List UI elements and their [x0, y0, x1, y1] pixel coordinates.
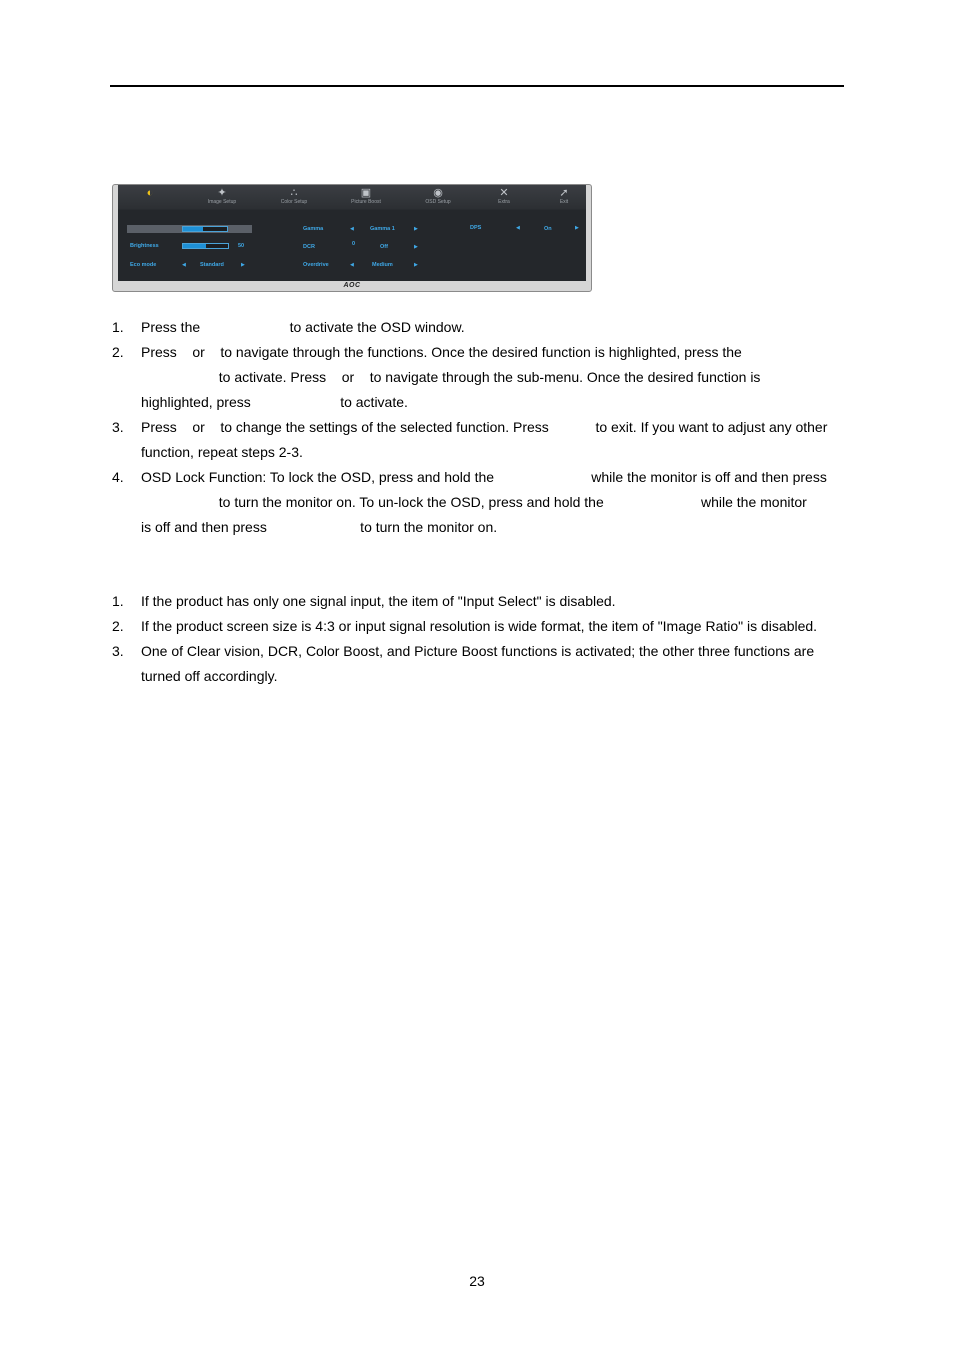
right-arrow-icon: ▶ — [414, 244, 418, 250]
right-arrow-icon: ▶ — [414, 226, 418, 232]
left-arrow-icon: ◀ — [350, 226, 354, 232]
color-setup-icon: ∴ — [290, 187, 298, 199]
brightness-bar-fill — [183, 244, 206, 248]
image-setup-icon: ✦ — [217, 187, 227, 199]
step-line: function, repeat steps 2-3. — [141, 444, 303, 460]
list-item — [112, 589, 847, 614]
step-line: to activate. Press or to navigate through the sub-menu. Once the desired function is — [141, 369, 761, 385]
osd-tab-label: Exit — [559, 199, 569, 205]
steps-list — [112, 315, 847, 540]
contrast-bar-fill — [183, 227, 203, 231]
list-number: 3. — [112, 643, 124, 659]
osd-row-gamma-label: Gamma — [303, 226, 324, 232]
osd-row-overdrive-label: Overdrive — [303, 262, 329, 268]
osd-tab-exit — [534, 185, 594, 211]
step-line: Press or to navigate through the functions. Once the desired function is highlighted, press the — [141, 344, 742, 360]
list-number: 3. — [112, 419, 124, 435]
contrast-bar — [182, 226, 228, 232]
osd-row-dcr-label: DCR — [303, 244, 315, 250]
osd-tab-color-setup — [264, 185, 324, 211]
step-line: to turn the monitor on. To un-lock the OSD, press and hold the while the monitor — [141, 494, 807, 510]
sun-icon: ◐ — [146, 187, 154, 199]
note-line: If the product screen size is 4:3 or input signal resolution is wide format, the item of "Image Ratio" is disabled. — [141, 618, 818, 634]
osd-tab-extra — [474, 185, 534, 211]
osd-tab-image-setup — [192, 185, 252, 211]
list-item — [112, 315, 847, 340]
osd-tab-bar — [118, 185, 586, 211]
page-number: 23 — [469, 1273, 485, 1289]
list-number: 1. — [112, 593, 124, 609]
overdrive-value: Medium — [372, 262, 393, 268]
note-line: turned off accordingly. — [141, 668, 278, 684]
right-arrow-icon: ▶ — [241, 262, 245, 268]
list-item — [112, 614, 847, 639]
step-line: Press or to change the settings of the selected function. Press to exit. If you want to adjust any other — [141, 419, 828, 435]
left-arrow-icon: ◀ — [516, 225, 520, 231]
left-arrow-icon: ◀ — [182, 262, 186, 268]
osd-tab-picture-boost — [336, 185, 396, 211]
step-line: OSD Lock Function: To lock the OSD, press and hold the while the monitor is off and then press — [141, 469, 827, 485]
exit-icon: ➚ — [559, 187, 569, 199]
osd-row-eco-mode-label: Eco mode — [130, 262, 157, 268]
note-line: If the product has only one signal input, the item of "Input Select" is disabled. — [141, 593, 616, 609]
right-arrow-icon: ▶ — [575, 225, 579, 231]
osd-tab-label: OSD Setup — [425, 199, 451, 205]
extra-icon: ✕ — [499, 187, 509, 199]
picture-boost-icon: ▣ — [360, 187, 372, 199]
aoc-logo: AOC — [343, 282, 361, 289]
osd-row-brightness-label: Brightness — [130, 243, 159, 249]
dcr-value: Off — [380, 244, 388, 250]
osd-tab-luminance — [120, 185, 180, 211]
osd-tab-label: Color Setup — [280, 199, 308, 205]
header-rule — [110, 85, 844, 87]
list-item — [112, 465, 847, 540]
osd-tab-label: Picture Boost — [351, 199, 381, 205]
osd-menu-image — [112, 184, 592, 292]
dps-value: On — [544, 226, 552, 232]
osd-row-dps-label: DPS — [470, 225, 482, 231]
osd-tab-label: Image Setup — [207, 199, 237, 205]
gamma-value: Gamma 1 — [370, 226, 395, 232]
list-number: 4. — [112, 469, 124, 485]
list-item — [112, 639, 847, 689]
eco-mode-value: Standard — [200, 262, 224, 268]
osd-setup-icon: ◉ — [433, 187, 443, 199]
dcr-extra: 0 — [352, 241, 356, 247]
right-arrow-icon: ▶ — [414, 262, 418, 268]
list-number: 1. — [112, 319, 124, 335]
notes-list — [112, 589, 847, 689]
step-line: is off and then press to turn the monitor on. — [141, 519, 498, 535]
list-item — [112, 340, 847, 415]
brightness-value: 50 — [238, 243, 245, 249]
list-item — [112, 415, 847, 465]
osd-tab-osd-setup — [408, 185, 468, 211]
step-line: highlighted, press to activate. — [141, 394, 408, 410]
list-number: 2. — [112, 618, 124, 634]
note-line: One of Clear vision, DCR, Color Boost, and Picture Boost functions is activated; the other three functions are — [141, 643, 815, 659]
left-arrow-icon: ◀ — [350, 262, 354, 268]
step-line: Press the to activate the OSD window. — [141, 319, 465, 335]
osd-tab-label: Extra — [498, 199, 510, 205]
brightness-bar — [182, 243, 229, 249]
list-number: 2. — [112, 344, 124, 360]
osd-screen — [118, 185, 586, 281]
